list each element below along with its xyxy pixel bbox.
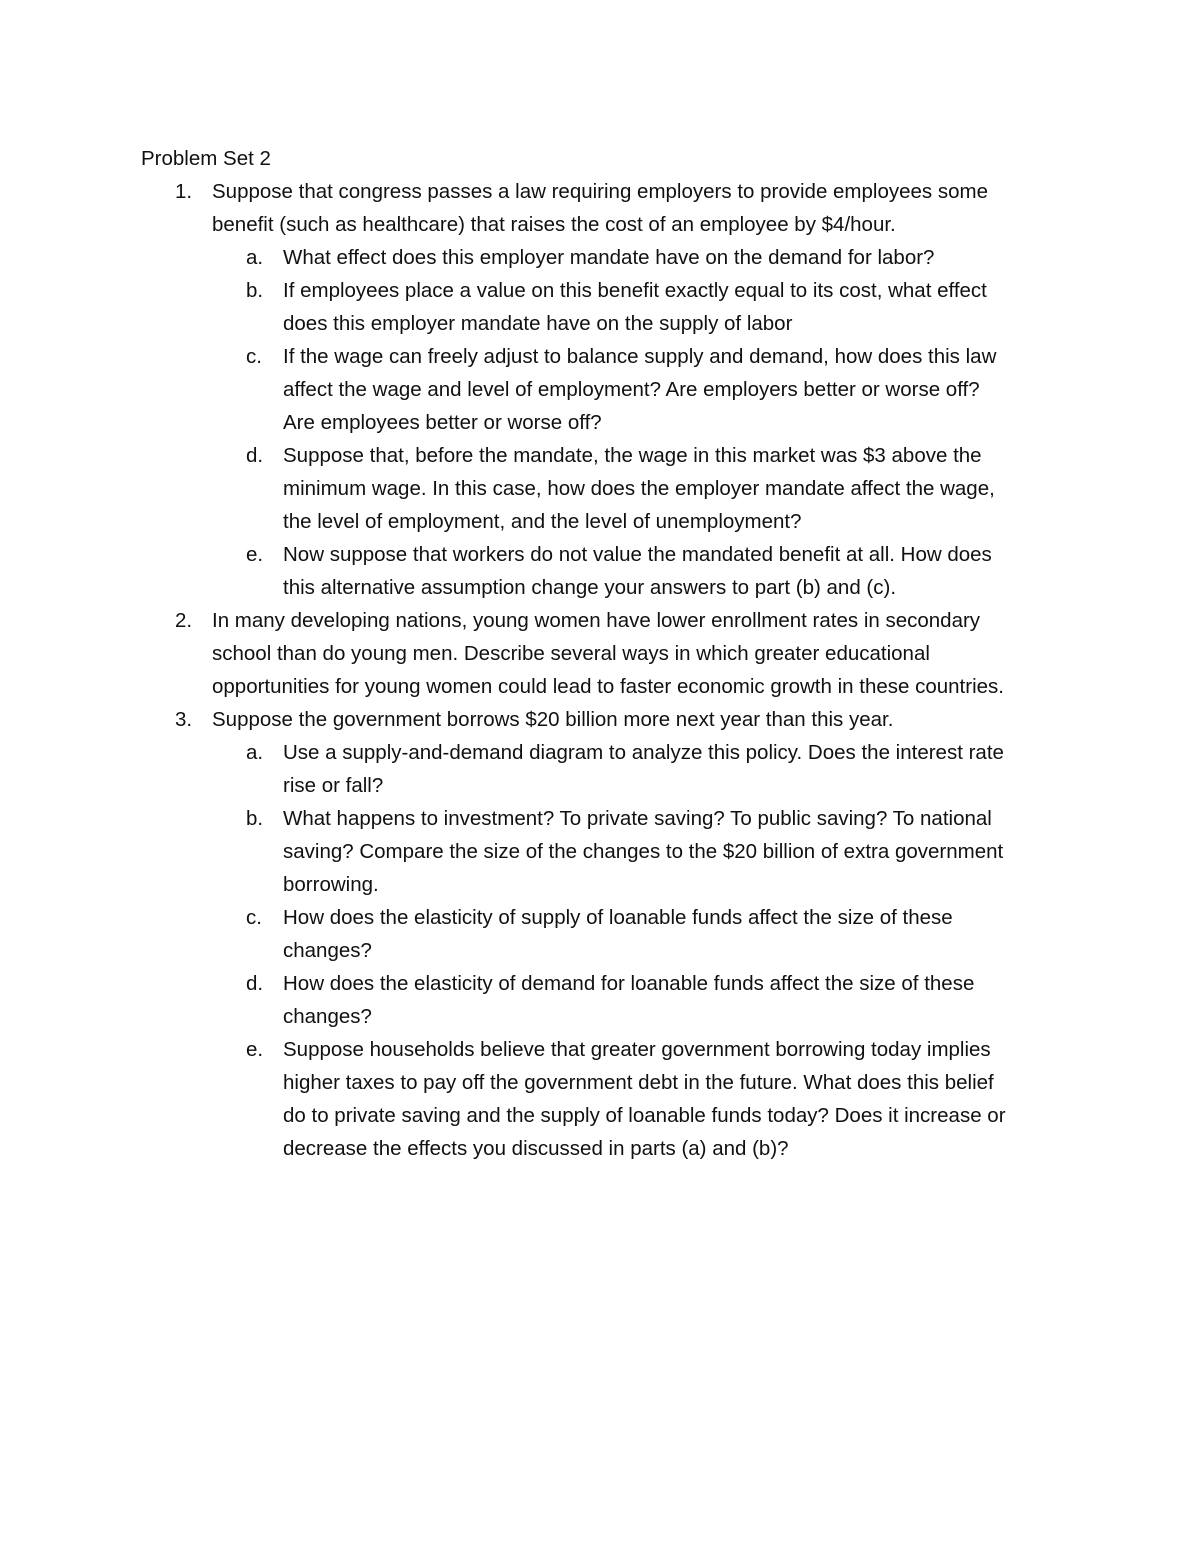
subquestion-label: a. (246, 246, 264, 269)
subquestion-1a (0, 241, 1200, 274)
subquestion-text: How does the elasticity of supply of loanable funds affect the size of these changes? (283, 906, 953, 962)
subquestion-list (0, 736, 1200, 1165)
subquestion-text: What effect does this employer mandate have on the demand for labor? (283, 246, 935, 269)
subquestion-1e (0, 538, 1200, 604)
question-text: Suppose that congress passes a law requiring employers to provide employees some benefit (such as healthcare) that raises the cost of an employee by $4/hour. (212, 180, 988, 236)
question-number: 2. (175, 609, 193, 632)
subquestion-label: d. (246, 972, 264, 995)
question-text: Suppose the government borrows $20 billion more next year than this year. (212, 708, 894, 731)
subquestion-label: e. (246, 1038, 264, 1061)
question-number: 3. (175, 708, 193, 731)
subquestion-text: Suppose households believe that greater government borrowing today implies higher taxes to pay off the government debt in the future. What does this belief do to private saving and the supply of loanable funds today? Does it increase or decrease the effects you discussed in parts (a) and (b)? (283, 1038, 1006, 1160)
document-title: Problem Set 2 (141, 147, 271, 170)
question-text: In many developing nations, young women have lower enrollment rates in secondary school than do young men. Describe several ways in which greater educational opportunities for young women could lead to faster economic growth in these countries. (212, 609, 1004, 698)
subquestion-label: b. (246, 279, 264, 302)
subquestion-3e (0, 1033, 1200, 1165)
question-1 (0, 175, 1200, 604)
question-list (0, 175, 1200, 1165)
subquestion-text: Now suppose that workers do not value the mandated benefit at all. How does this alternative assumption change your answers to part (b) and (c). (283, 543, 992, 599)
subquestion-label: e. (246, 543, 264, 566)
subquestion-text: Suppose that, before the mandate, the wage in this market was $3 above the minimum wage. In this case, how does the employer mandate affect the wage, the level of employment, and the level of unemployment? (283, 444, 995, 533)
question-2 (0, 604, 1200, 703)
subquestion-label: a. (246, 741, 264, 764)
subquestion-label: b. (246, 807, 264, 830)
question-number: 1. (175, 180, 193, 203)
subquestion-1b (0, 274, 1200, 340)
subquestion-1c (0, 340, 1200, 439)
subquestion-text: If employees place a value on this benefit exactly equal to its cost, what effect does this employer mandate have on the supply of labor (283, 279, 987, 335)
subquestion-text: Use a supply-and-demand diagram to analyze this policy. Does the interest rate rise or fall? (283, 741, 1004, 797)
question-3 (0, 703, 1200, 1165)
subquestion-text: How does the elasticity of demand for loanable funds affect the size of these changes? (283, 972, 975, 1028)
subquestion-label: c. (246, 906, 262, 929)
subquestion-text: If the wage can freely adjust to balance supply and demand, how does this law affect the wage and level of employment? Are employers better or worse off? Are employees better or worse off? (283, 345, 997, 434)
subquestion-list (0, 241, 1200, 604)
subquestion-text: What happens to investment? To private saving? To public saving? To national saving? Compare the size of the changes to the $20 billion of extra government borrowing. (283, 807, 1004, 896)
subquestion-1d (0, 439, 1200, 538)
subquestion-3a (0, 736, 1200, 802)
subquestion-label: c. (246, 345, 262, 368)
subquestion-label: d. (246, 444, 264, 467)
subquestion-3c (0, 901, 1200, 967)
subquestion-3b (0, 802, 1200, 901)
subquestion-3d (0, 967, 1200, 1033)
